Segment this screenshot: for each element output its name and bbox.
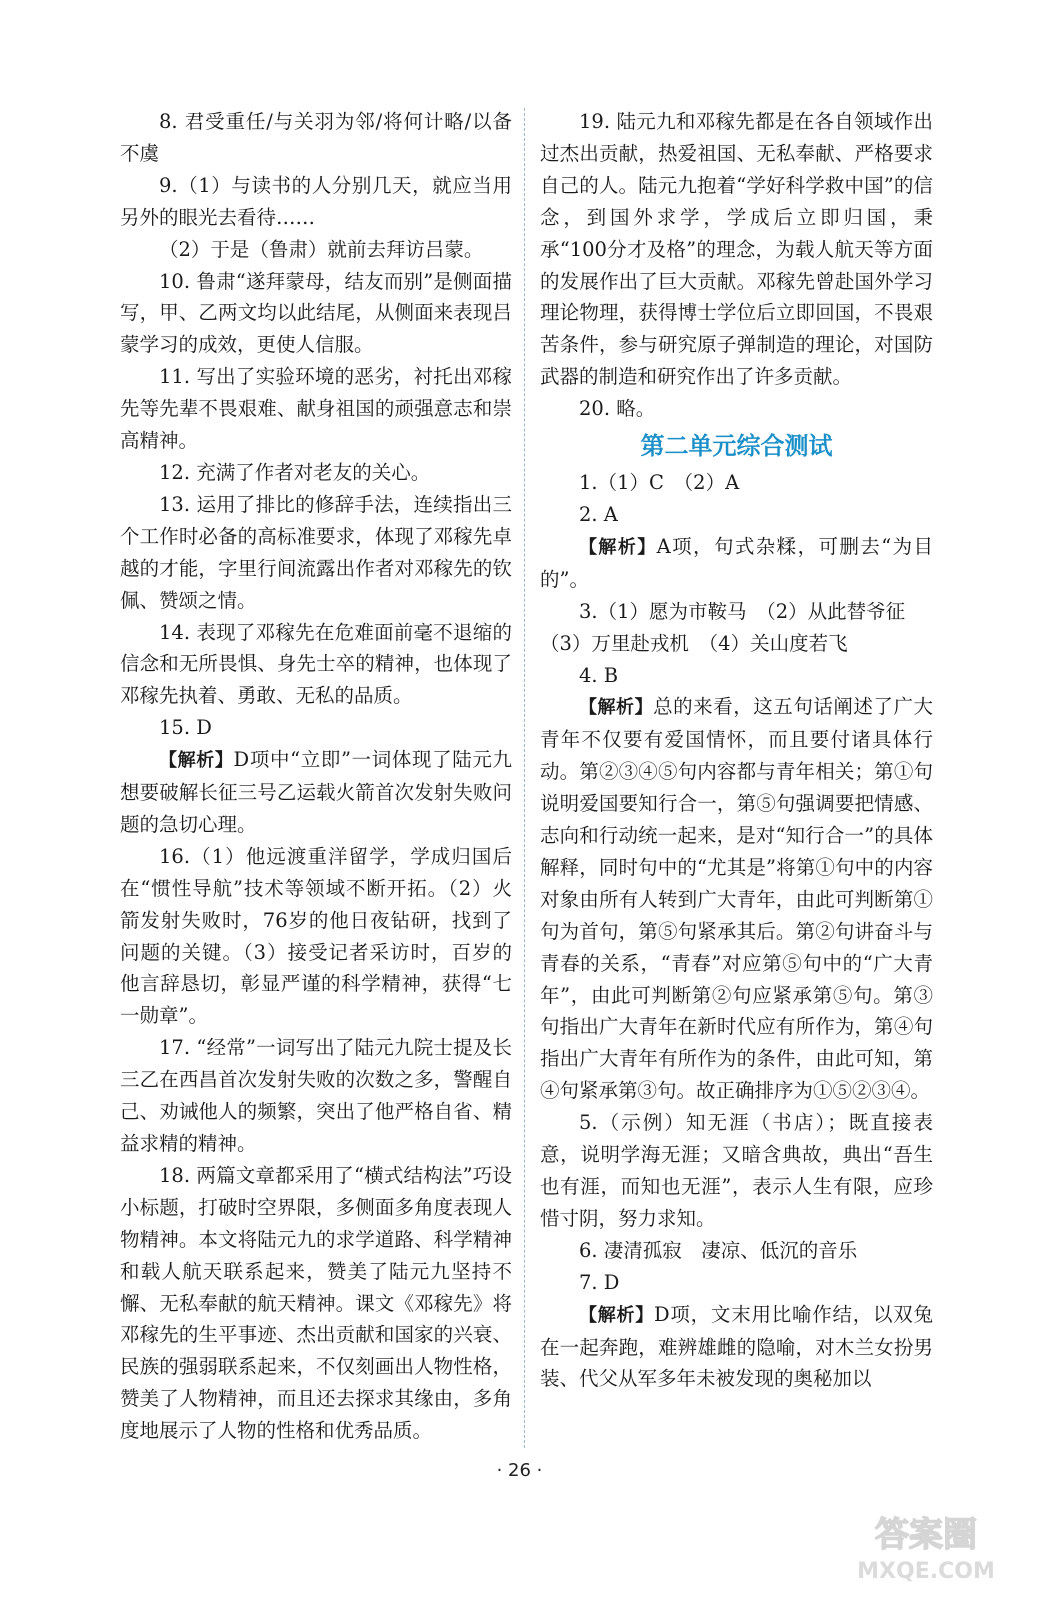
answer-text: 4. B (579, 663, 619, 687)
answer-paragraph (540, 393, 933, 425)
answer-text: 16.（1）他远渡重洋留学，学成归国后在“惯性导航”技术等领域不断开拓。（2）火箭发射失败时，76岁的他日夜钻研，找到了问题的关键。（3）接受记者采访时，百岁的他言辞恳切，彰显严谨的科学精神，获得“七一勋章”。 (120, 844, 512, 1028)
answer-paragraph (540, 1235, 933, 1267)
right-column-top (540, 106, 933, 425)
right-column (540, 106, 933, 1395)
answer-text: 12. 充满了作者对老友的关心。 (159, 460, 431, 484)
answer-text: 19. 陆元九和邓稼先都是在各自领域作出过杰出贡献，热爱祖国、无私奉献、严格要求自己的人。陆元九抱着“学好科学救中国”的信念，到国外求学，学成后立即归国，秉承“100分才及格”的理念，为载人航天等方面的发展作出了巨大贡献。邓稼先曾赴国外学习理论物理，获得博士学位后立即回国，不畏艰苦条件，参与研究原子弹制造的理论，对国防武器的制造和研究作出了许多贡献。 (540, 110, 933, 389)
answer-text: 6. 凄清孤寂 凄凉、低沉的音乐 (579, 1238, 858, 1262)
analysis-tag: 【解析】 (579, 536, 657, 558)
answer-text: 13. 运用了排比的修辞手法，连续指出三个工作时必备的高标准要求，体现了邓稼先卓越的才能，字里行间流露出作者对邓稼先的钦佩、赞颂之情。 (120, 492, 512, 612)
answer-text: 3.（1）愿为市鞍马 （2）从此替爷征 (579, 599, 906, 623)
column-divider (524, 108, 525, 1448)
page-number: · 26 · (496, 1460, 543, 1481)
answer-text: 17. “经常”一词写出了陆元九院士提及长三乙在西昌首次发射失败的次数之多，警醒自己、劝诫他人的频繁，突出了他严格自省、精益求精的精神。 (120, 1036, 512, 1155)
answer-paragraph (120, 712, 512, 744)
answer-paragraph (120, 361, 512, 457)
answer-text: 9.（1）与读书的人分别几天，就应当用另外的眼光去看待…… (120, 173, 512, 229)
answer-text: 11. 写出了实验环境的恶劣，衬托出邓稼先等先辈不畏艰难、献身祖国的顽强意志和崇高精神。 (120, 365, 512, 453)
watermark-logo (831, 1506, 1021, 1586)
answer-text: 15. D (159, 716, 212, 740)
analysis-tag: 【解析】 (579, 1304, 655, 1326)
answer-paragraph (120, 744, 512, 841)
answer-paragraph (540, 596, 933, 628)
watermark-url: MXQE.COM (857, 1559, 995, 1584)
watermark-text: 答案圈 (875, 1515, 977, 1555)
answer-paragraph (540, 467, 933, 499)
answer-text: 18. 两篇文章都采用了“横式结构法”巧设小标题，打破时空界限，多侧面多角度表现人物精神。本文将陆元九的求学道路、科学精神和载人航天联系起来，赞美了陆元九坚持不懈、无私奉献的航天精神。课文《邓稼先》将邓稼先的生平事迹、杰出贡献和国家的兴衰、民族的强弱联系起来，不仅刻画出人物性格，赞美了人物精神，而且还去探求其缘由，多角度地展示了人物的性格和优秀品质。 (120, 1163, 512, 1443)
answer-text: 10. 鲁肃“遂拜蒙母，结友而别”是侧面描写，甲、乙两文均以此结尾，从侧面来表现吕蒙学习的成效，更使人信服。 (120, 269, 512, 357)
answer-paragraph (120, 457, 512, 489)
answer-text: 14. 表现了邓稼先在危难面前毫不退缩的信念和无所畏惧、身先士卒的精神，也体现了邓稼先执着、勇敢、无私的品质。 (120, 620, 512, 708)
answer-text: （3）万里赴戎机 （4）关山度若飞 (540, 631, 848, 655)
analysis-tag: 【解析】 (159, 750, 234, 772)
right-column-bottom (540, 467, 933, 1395)
answer-text: 5.（示例）知无涯（书店）；既直接表意，说明学海无涯；又暗含典故，典出“吾生也有涯，而知也无涯”，表示人生有限，应珍惜寸阴，努力求知。 (540, 1111, 933, 1230)
answer-paragraph (120, 234, 512, 266)
answer-text: 2. A (579, 502, 618, 526)
answer-paragraph (540, 1267, 933, 1299)
answer-paragraph (540, 499, 933, 531)
answer-paragraph (540, 106, 933, 393)
answer-text: D项，文末用比喻作结，以双兔在一起奔跑，难辨雄雌的隐喻，对木兰女扮男装、代父从军多年未被发现的奥秘加以 (540, 1302, 933, 1391)
left-column (120, 106, 512, 1447)
answer-paragraph (540, 628, 933, 660)
analysis-tag: 【解析】 (579, 697, 654, 719)
answer-text: 7. D (579, 1270, 620, 1294)
answer-paragraph (120, 617, 512, 713)
answer-paragraph (540, 1107, 933, 1235)
answer-paragraph (120, 266, 512, 362)
answer-paragraph (540, 1299, 933, 1396)
answer-paragraph (120, 841, 512, 1032)
answer-paragraph (120, 170, 512, 234)
answer-paragraph (540, 660, 933, 692)
answer-text: 8. 君受重任/与关羽为邻/将何计略/以备不虞 (120, 110, 512, 165)
answer-text: D项中“立即”一词体现了陆元九想要破解长征三号乙运载火箭首次发射失败问题的急切心理。 (120, 748, 513, 836)
answer-text: 总的来看，这五句话阐述了广大青年不仅要有爱国情怀，而且要付诸具体行动。第②③④⑤句内容都与青年相关；第①句说明爱国要知行合一，第⑤句强调要把情感、志向和行动统一起来，是对“知行合一”的具体解释，同时句中的“尤其是”将第①句中的内容对象由所有人转到广大青年，由此可判断第①句为首句，第⑤句紧承其后。第②句讲奋斗与青春的关系，“青春”对应第⑤句中的“广大青年”，由此可判断第②句应紧承第⑤句。第③句指出广大青年在新时代应有所作为，第④句指出广大青年有所作为的条件，由此可知，第④句紧承第③句。故正确排序为①⑤②③④。 (540, 695, 933, 1103)
answer-paragraph (120, 489, 512, 617)
answer-text: A项，句式杂糅，可删去“为目的”。 (540, 534, 933, 591)
answer-paragraph (120, 1160, 512, 1447)
answer-text: （2）于是（鲁肃）就前去拜访吕蒙。 (159, 237, 484, 261)
section-title: 第二单元综合测试 (640, 432, 833, 461)
answer-paragraph (120, 106, 512, 170)
answer-text: 1.（1）C （2）A (579, 471, 740, 495)
answer-paragraph (120, 1032, 512, 1160)
answer-text: 20. 略。 (579, 397, 656, 421)
answer-paragraph (540, 691, 933, 1107)
answer-paragraph (540, 531, 933, 596)
